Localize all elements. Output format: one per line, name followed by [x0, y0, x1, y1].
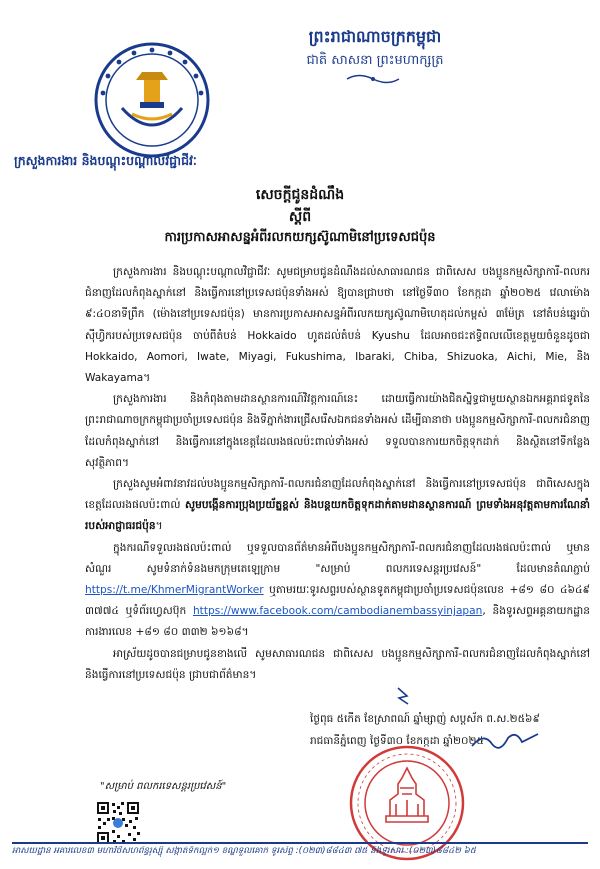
- paragraph-3-end: ។: [155, 520, 163, 533]
- ornament-divider-icon: [345, 72, 401, 86]
- notice-subject: ការប្រកាសអាសន្នអំពីរលកយក្សស៊ូណាមិនៅប្រទេសជប៉ុន: [164, 230, 436, 245]
- paragraph-2: [85, 389, 590, 474]
- notice-subject-label: ស្តីពី: [288, 209, 312, 225]
- kingdom-title: ព្រះរាជាណាចក្រកម្ពុជា: [308, 27, 442, 46]
- signature-icon: [470, 728, 540, 754]
- notice-body: [85, 262, 590, 686]
- paragraph-5-text: អាស្រ័យដូចបានជម្រាបជូនខាងលើ សូមសាធារណជន ជាពិសេស បងប្អូនកម្មសិក្សាការី-ពលករជំនាញដែលកំពុងស្នាក់នៅ និងធ្វើការនៅប្រទេសជប៉ុន ជ្រាបជាព័ត៌មាន។: [85, 647, 590, 681]
- paragraph-5: [85, 644, 590, 686]
- telegram-link[interactable]: https://t.me/KhmerMigrantWorker: [85, 584, 264, 597]
- notice-title: សេចក្តីជូនដំណឹង: [255, 187, 345, 203]
- paragraph-3-emphasis: សូមបង្កើនការប្រុងប្រយ័ត្នខ្ពស់ និងបន្តយកចិត្តទុកដាក់តាមដានស្ថានការណ៍ ព្រមទាំងអនុវត្តតាមការណែនាំរបស់អាជ្ញាធរជប៉ុន: [85, 499, 590, 533]
- official-seal-icon: [348, 744, 466, 862]
- initial-mark-icon: [395, 686, 411, 706]
- recipient-label: "សម្រាប់ ពលករទេសន្តរប្រវេសន៍": [100, 781, 227, 792]
- footer-address: អាសយដ្ឋាន អគារលេខ៣ មហាវិថីសហព័ន្ធរុស្ស៊ី សង្កាត់ទឹកល្អក់១ ខណ្ឌទួលគោក ទូរស័ព្ទ :(០២៣)៨៨៤៣ ៧៥ និងទូរសារ :(០២៣)៨៨៤២ ៦៥: [12, 846, 476, 856]
- paragraph-2-text: ក្រសួងការងារ និងកំពុងតាមដានស្ថានការណ៍វិវត្តការណ៍នេះ ដោយធ្វើការយ៉ាងជិតស្និទ្ធជាមួយស្ថានឯកអគ្គរាជទូតនៃព្រះរាជាណាចក្រកម្ពុជាប្រចាំប្រទេសជប៉ុន និងទីភ្នាក់ងារជ្រើសរើសឯកជនទាំងអស់ ដើម្បីធានាថា បងប្អូនកម្មសិក្សាការី-ពលករជំនាញដែលកំពុងស្នាក់នៅ និងធ្វើការនៅក្នុងខេត្តដែលរងផលប៉ះពាល់ទាំងអស់ ទទួលបានការយកចិត្តទុកដាក់ និងស្ថិតនៅទីកន្លែងសុវត្ថិភាព។: [85, 393, 590, 469]
- ministry-name: ក្រសួងការងារ និងបណ្តុះបណ្តាលវិជ្ជាជីវៈ: [14, 153, 197, 168]
- paragraph-4-text: ក្នុងករណីទទួលរងផលប៉ះពាល់ ឬទទួលបានព័ត៌មានអំពីបងប្អូនកម្មសិក្សាការី-ពលករជំនាញដែលរងផលប៉ះពាល់ ឬមានសំណួរ សូមទំនាក់ទំនងមកក្រុមតេឡេក្រាម "សម្រាប់ ពលករទេសន្តរប្រវេសន៍" ដែលមានតំណភ្ជាប់: [85, 541, 590, 575]
- paragraph-3-text: ក្រសួងសូមអំពាវនាវដល់បងប្អូនកម្មសិក្សាការី-ពលករជំនាញដែលកំពុងស្នាក់នៅ និងធ្វើការនៅប្រទេសជប៉ុន ជាពិសេសក្នុងខេត្តដែលរងផលប៉ះពាល់: [85, 478, 590, 512]
- national-motto: ជាតិ សាសនា ព្រះមហាក្សត្រ: [306, 53, 444, 68]
- paragraph-4-text-2: ឬតាមរយៈទូរសព្ទរបស់ស្ថានទូតកម្ពុជាប្រចាំប្រទេសជប៉ុនលេខ +៨១ ៨០ ៤៦៤៩ ៣៧៧៤ ឬទំព័រហ្វេសប៊ុក: [85, 584, 590, 618]
- paragraph-4-text-3: , និងទូរសព្ទអគ្គនាយកដ្ឋានការងារលេខ +៨១ ៨០ ៣៣២ ៦១៦៨។: [85, 605, 590, 639]
- paragraph-3: [85, 474, 590, 538]
- qr-code-icon[interactable]: [95, 800, 141, 846]
- facebook-link[interactable]: https://www.facebook.com/cambodianembassyinjapan: [192, 605, 483, 618]
- lunar-date: ថ្ងៃពុធ ៥កើត ខែស្រាពណ៍ ឆ្នាំម្សាញ់ សប្តស័ក ព.ស.២៥៦៩: [310, 713, 540, 725]
- paragraph-1-text: ក្រសួងការងារ និងបណ្តុះបណ្តាលវិជ្ជាជីវៈ សូមជម្រាបជូនដំណឹងដល់សាធារណជន ជាពិសេស បងប្អូនកម្មសិក្សាការី-ពលករជំនាញដែលកំពុងស្នាក់នៅ និងធ្វើការនៅប្រទេសជប៉ុនទាំងអស់ ឱ្យបានជ្រាបថា នៅថ្ងៃទី៣០ ខែកក្កដា ឆ្នាំ២០២៥ វេលាម៉ោង ៩:៤០នាទីព្រឹក (ម៉ោងនៅប្រទេសជប៉ុន) មានការប្រកាសអាសន្នអំពីរលកយក្សស៊ូណាមិហេតុដល់កម្ពស់ ៣ម៉ែត្រ នៅតំបន់ឆ្នេរប៉ាស៊ីហ្វិករបស់ប្រទេសជប៉ុន ចាប់ពីតំបន់ Hokkaido ហូតដល់តំបន់ Kyushu ដែលអាចជះឥទ្ធិពលលើខេត្តមួយចំនួនដូចជា Hokkaido, Aomori, Iwate, Miyagi, Fukushima, Ibaraki, Chiba, Shizuoka, Aichi, Mie, និង Wakayama។: [85, 266, 590, 385]
- paragraph-4: [85, 538, 590, 644]
- footer-divider: [12, 842, 588, 844]
- solar-date: រាជធានីភ្នំពេញ ថ្ងៃទី៣០ ខែកក្កដា ឆ្នាំ២០២៥: [310, 735, 484, 747]
- paragraph-1: [85, 262, 590, 389]
